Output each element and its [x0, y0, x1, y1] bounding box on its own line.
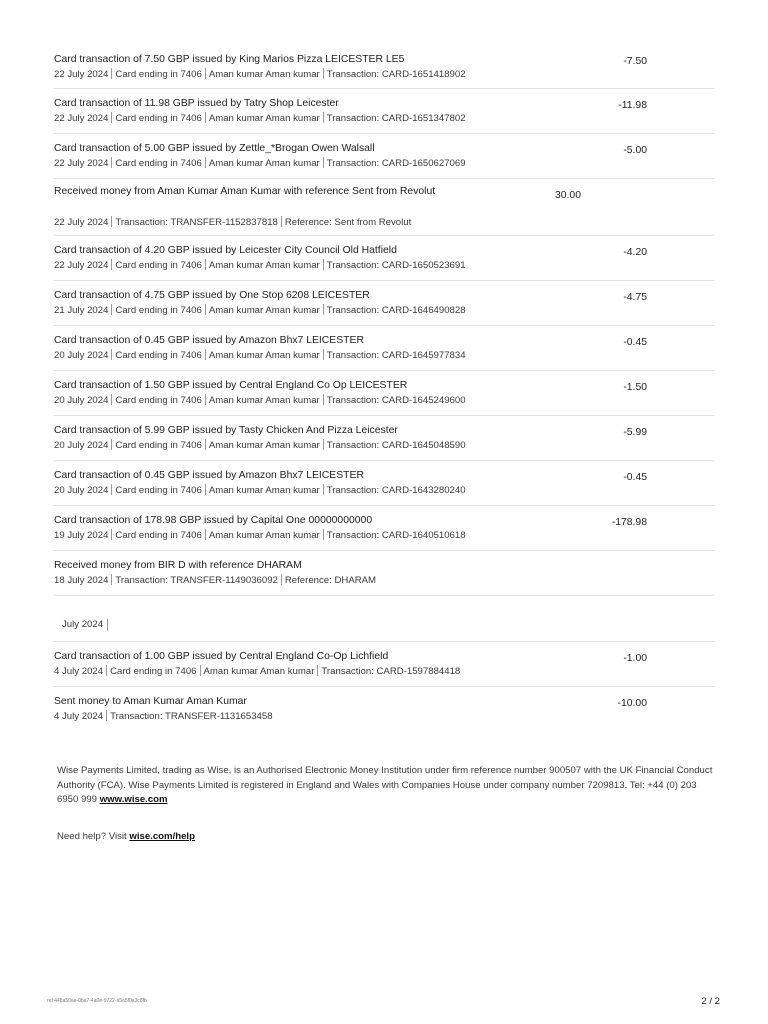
meta-field: Transaction: CARD-1651418902	[326, 69, 466, 80]
transaction-description: Card transaction of 1.00 GBP issued by Central England Co-Op Lichfield	[54, 651, 389, 662]
meta-field: Card ending in 7406	[115, 395, 202, 406]
meta-field: Transaction: CARD-1645977834	[326, 350, 466, 361]
meta-separator	[323, 439, 324, 450]
meta-field: Transaction: CARD-1646490828	[326, 305, 466, 316]
meta-field: Transaction: CARD-1640510618	[326, 530, 466, 541]
meta-separator	[323, 157, 324, 168]
meta-separator	[323, 349, 324, 360]
meta-field: 22 July 2024	[54, 217, 109, 228]
meta-field: 18 July 2024	[54, 575, 109, 586]
transaction-meta	[54, 394, 466, 407]
meta-separator	[111, 574, 112, 585]
meta-field: 20 July 2024	[54, 485, 109, 496]
amount-outgoing: -5.00	[623, 145, 647, 156]
meta-separator	[205, 439, 206, 450]
transaction-description: Card transaction of 11.98 GBP issued by Tatry Shop Leicester	[54, 98, 339, 109]
reference-code: ref:448a50ae-0ba7-4a0e-9722-a5a5f0a3c8fb	[47, 998, 147, 1004]
meta-separator	[323, 529, 324, 540]
meta-separator	[205, 484, 206, 495]
transaction-group-july-late	[54, 45, 714, 596]
month-header	[54, 596, 714, 642]
transaction-description: Received money from Aman Kumar Aman Kumar with reference Sent from Revolut	[54, 186, 436, 197]
amount-outgoing: -1.00	[623, 653, 647, 664]
meta-field: Card ending in 7406	[115, 260, 202, 271]
transaction-description: Card transaction of 5.00 GBP issued by Zettle_*Brogan Owen Walsall	[54, 143, 375, 154]
transaction-description: Card transaction of 4.20 GBP issued by Leicester City Council Old Hatfield	[54, 245, 397, 256]
transaction-row	[54, 642, 714, 687]
transaction-row	[54, 134, 714, 179]
meta-field: Transaction: TRANSFER-1131653458	[110, 711, 273, 722]
transaction-description: Received money from BIR D with reference DHARAM	[54, 560, 302, 571]
meta-field: Card ending in 7406	[110, 666, 197, 677]
transaction-row	[54, 45, 714, 89]
meta-separator	[323, 394, 324, 405]
amount-incoming: 30.00	[554, 190, 581, 201]
meta-separator	[323, 112, 324, 123]
meta-field: Aman kumar Aman kumar	[208, 530, 320, 541]
meta-field: 20 July 2024	[54, 395, 109, 406]
meta-field: 20 July 2024	[54, 440, 109, 451]
meta-field: Aman kumar Aman kumar	[208, 350, 320, 361]
page-number: 2 / 2	[701, 996, 720, 1007]
meta-separator	[281, 216, 282, 227]
transaction-meta	[54, 349, 466, 362]
meta-separator	[205, 157, 206, 168]
help-prefix: Need help? Visit	[57, 831, 127, 842]
meta-separator	[205, 259, 206, 270]
meta-field: 20 July 2024	[54, 350, 109, 361]
transaction-meta	[54, 304, 466, 317]
transaction-row	[54, 416, 714, 461]
meta-separator	[323, 304, 324, 315]
transaction-row	[54, 687, 714, 732]
amount-outgoing: -0.45	[623, 472, 647, 483]
amount-outgoing: -11.98	[618, 100, 647, 111]
help-link[interactable]: wise.com/help	[129, 831, 195, 842]
meta-field: Transaction: TRANSFER-1149036092	[115, 575, 278, 586]
meta-separator	[111, 157, 112, 168]
transaction-row	[54, 236, 714, 281]
meta-field: Card ending in 7406	[115, 350, 202, 361]
meta-field: Aman kumar Aman kumar	[203, 666, 315, 677]
meta-field: Transaction: CARD-1651347802	[326, 113, 466, 124]
meta-field: Card ending in 7406	[115, 440, 202, 451]
meta-field: Card ending in 7406	[115, 530, 202, 541]
amount-outgoing: -4.75	[623, 292, 647, 303]
meta-separator	[111, 304, 112, 315]
transaction-description: Card transaction of 178.98 GBP issued by Capital One 00000000000	[54, 515, 373, 526]
transaction-meta	[54, 574, 376, 587]
meta-field: Transaction: CARD-1645249600	[326, 395, 466, 406]
meta-separator	[111, 259, 112, 270]
meta-field: Reference: Sent from Revolut	[284, 217, 412, 228]
transaction-description: Card transaction of 1.50 GBP issued by Central England Co Op LEICESTER	[54, 380, 408, 391]
transaction-description: Card transaction of 0.45 GBP issued by Amazon Bhx7 LEICESTER	[54, 470, 364, 481]
legal-text: Wise Payments Limited, trading as Wise, is an Authorised Electronic Money Institution under firm reference number 900507 with the UK Financial Conduct Authority (FCA). Wise Payments Limited is registered in England and Wales with Companies House under company number 7209813. Tel: +44 (0) 203 6950 999	[57, 765, 713, 805]
meta-separator	[205, 349, 206, 360]
meta-separator	[106, 710, 107, 721]
meta-separator	[205, 112, 206, 123]
transaction-meta	[54, 484, 466, 497]
meta-field: 22 July 2024	[54, 260, 109, 271]
transaction-meta	[54, 710, 273, 723]
meta-separator	[111, 216, 112, 227]
amount-outgoing: -4.20	[623, 247, 647, 258]
meta-separator	[281, 574, 282, 585]
transaction-list	[54, 45, 714, 732]
meta-field: Aman kumar Aman kumar	[208, 395, 320, 406]
transaction-meta	[54, 112, 466, 125]
transaction-description: Card transaction of 0.45 GBP issued by Amazon Bhx7 LEICESTER	[54, 335, 364, 346]
meta-field: Aman kumar Aman kumar	[208, 305, 320, 316]
amount-outgoing: -5.99	[623, 427, 647, 438]
transaction-description: Card transaction of 4.75 GBP issued by One Stop 6208 LEICESTER	[54, 290, 370, 301]
meta-field: 4 July 2024	[54, 666, 104, 677]
transaction-row	[54, 326, 714, 371]
meta-field: Reference: DHARAM	[284, 575, 377, 586]
meta-field: Card ending in 7406	[115, 158, 202, 169]
meta-separator	[111, 529, 112, 540]
meta-field: Aman kumar Aman kumar	[208, 113, 320, 124]
meta-separator	[323, 484, 324, 495]
meta-separator	[317, 665, 318, 676]
transaction-row	[54, 506, 714, 551]
meta-field: 4 July 2024	[54, 711, 104, 722]
amount-outgoing: -7.50	[623, 56, 647, 67]
amount-outgoing: -0.45	[623, 337, 647, 348]
meta-field: 21 July 2024	[54, 305, 109, 316]
meta-separator	[205, 529, 206, 540]
meta-field: Card ending in 7406	[115, 113, 202, 124]
meta-separator	[111, 484, 112, 495]
meta-separator	[111, 394, 112, 405]
meta-separator	[111, 112, 112, 123]
meta-field: Aman kumar Aman kumar	[208, 440, 320, 451]
meta-field: 22 July 2024	[54, 158, 109, 169]
meta-field: Card ending in 7406	[115, 305, 202, 316]
meta-field: Transaction: CARD-1650523691	[326, 260, 466, 271]
meta-field: 19 July 2024	[54, 530, 109, 541]
transaction-description: Sent money to Aman Kumar Aman Kumar	[54, 696, 247, 707]
meta-field: 22 July 2024	[54, 113, 109, 124]
transaction-row	[54, 179, 714, 236]
meta-separator	[205, 68, 206, 79]
meta-separator	[205, 304, 206, 315]
meta-field: Aman kumar Aman kumar	[208, 69, 320, 80]
legal-footer	[57, 764, 717, 808]
meta-separator	[106, 665, 107, 676]
amount-outgoing: -10.00	[617, 698, 647, 709]
transaction-meta	[54, 68, 466, 81]
transaction-meta	[54, 665, 460, 678]
transaction-row	[54, 551, 714, 596]
meta-separator	[200, 665, 201, 676]
meta-separator	[111, 439, 112, 450]
transaction-row	[54, 371, 714, 416]
transaction-meta	[54, 259, 466, 272]
meta-separator	[323, 259, 324, 270]
month-label: July 2024	[62, 619, 108, 631]
transaction-row	[54, 89, 714, 134]
transaction-description: Card transaction of 5.99 GBP issued by Tasty Chicken And Pizza Leicester	[54, 425, 398, 436]
transaction-row	[54, 461, 714, 506]
meta-separator	[111, 68, 112, 79]
meta-separator	[111, 349, 112, 360]
meta-separator	[323, 68, 324, 79]
meta-field: Transaction: CARD-1650627069	[326, 158, 466, 169]
meta-separator	[205, 394, 206, 405]
meta-field: Aman kumar Aman kumar	[208, 260, 320, 271]
meta-field: Card ending in 7406	[115, 69, 202, 80]
amount-outgoing: -1.50	[623, 382, 647, 393]
transaction-description: Card transaction of 7.50 GBP issued by King Marios Pizza LEICESTER LE5	[54, 54, 405, 65]
help-line	[57, 830, 195, 844]
transaction-meta	[54, 439, 466, 452]
transaction-meta	[54, 157, 466, 170]
meta-field: Transaction: CARD-1643280240	[326, 485, 466, 496]
meta-field: Aman kumar Aman kumar	[208, 158, 320, 169]
meta-field: Transaction: CARD-1645048590	[326, 440, 466, 451]
meta-field: Card ending in 7406	[115, 485, 202, 496]
transaction-group-july-early	[54, 642, 714, 732]
meta-field: Transaction: TRANSFER-1152837818	[115, 217, 278, 228]
meta-field: 22 July 2024	[54, 69, 109, 80]
transaction-meta	[54, 216, 411, 229]
meta-field: Transaction: CARD-1597884418	[321, 666, 461, 677]
amount-outgoing: -178.98	[611, 517, 647, 528]
website-link[interactable]: www.wise.com	[99, 794, 168, 805]
transaction-meta	[54, 529, 466, 542]
transaction-row	[54, 281, 714, 326]
meta-field: Aman kumar Aman kumar	[208, 485, 320, 496]
